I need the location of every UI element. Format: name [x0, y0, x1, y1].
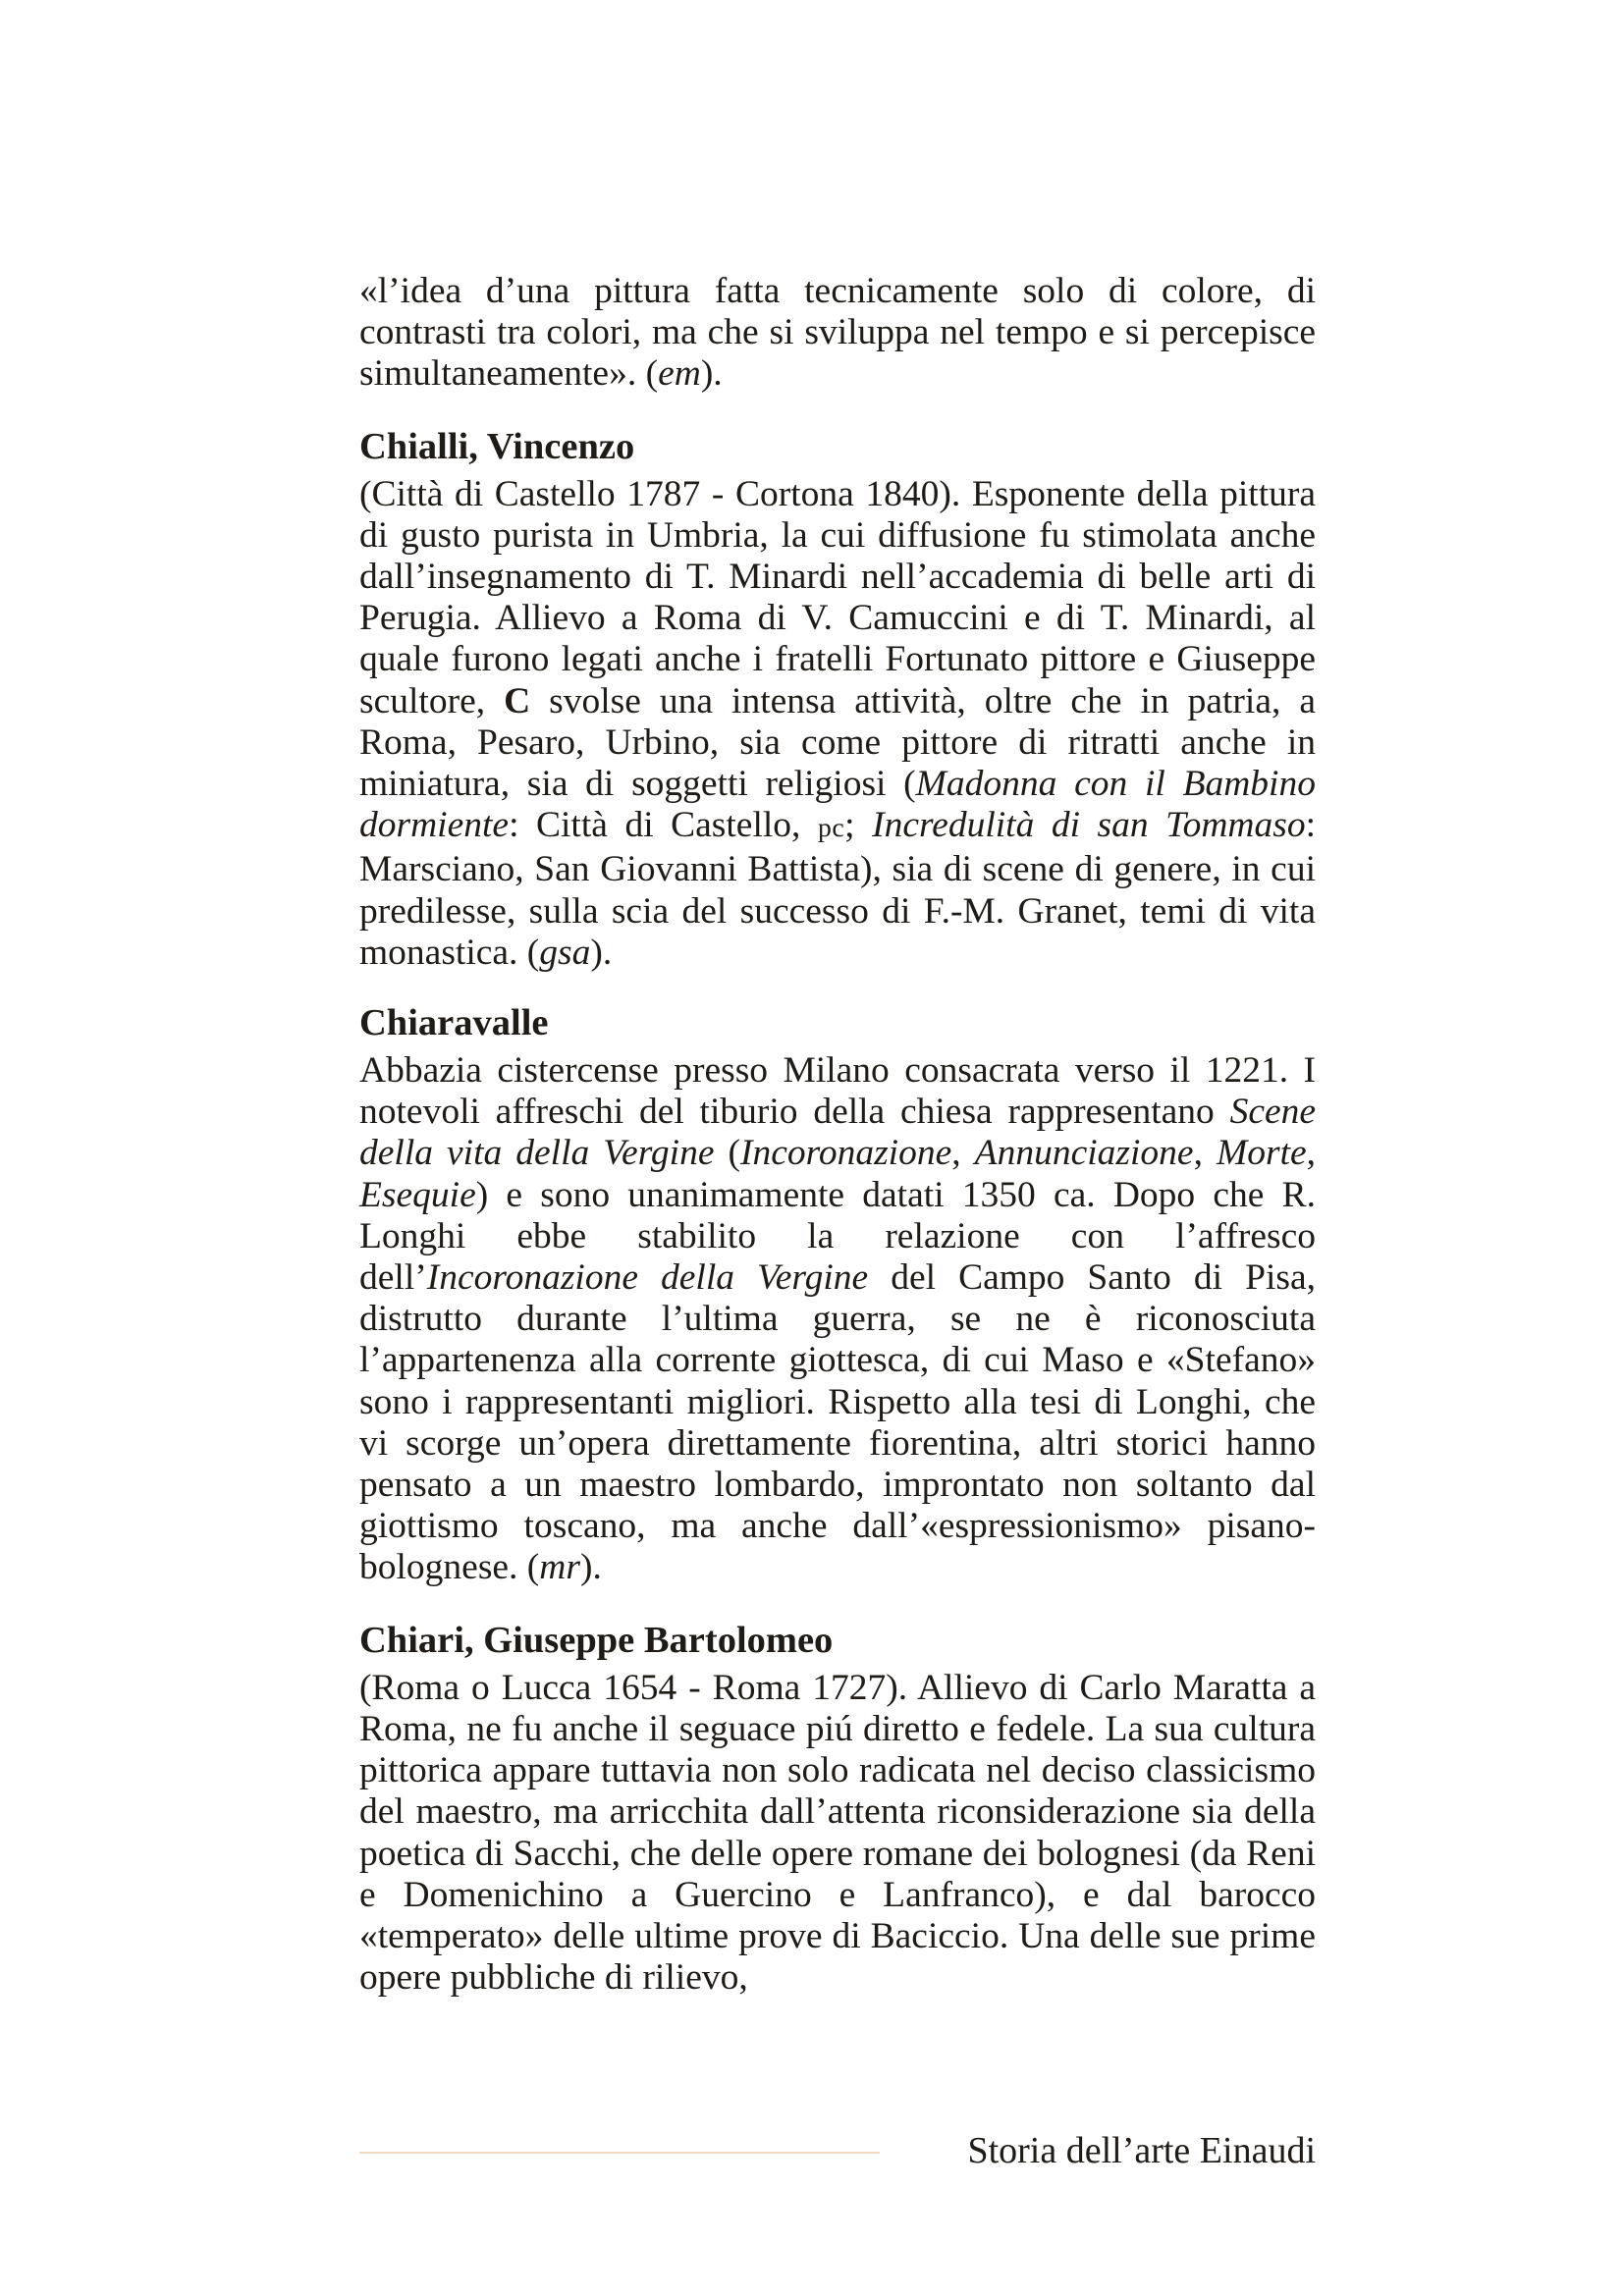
entry-title-chialli: Chialli, Vincenzo — [359, 425, 635, 467]
artwork-title: Esequie — [359, 1174, 476, 1215]
entry-text-chiari: (Roma o Lucca 1654 - Roma 1727). Allievo di Carlo Maratta a Roma, ne fu anche il seguace piú diretto e fedele. La sua cultura pittorica appare tuttavia non solo radicata nel deciso classicismo del maestro, ma arricchita dall’attenta riconsiderazione sia della poetica di Sacchi, che delle opere romane dei bolognesi (da Reni e Domenichino a Guercino e Lanfranco), e dal barocco «temperato» delle ultime prove di Baciccio. Una delle sue prime opere pubbliche di rilievo, — [359, 1667, 1316, 1999]
intro-text: «l’idea d’una pittura fatta tecnicamente solo di colore, di contrasti tra colori, ma che si sviluppa nel tempo e si percepisce simultaneamente». ( — [359, 271, 1316, 395]
abbreviation: pc — [817, 813, 845, 844]
artwork-title: Incoronazione della Vergine — [426, 1257, 869, 1299]
intro-close: ). — [700, 353, 723, 395]
artwork-title: Incredulità di san Tommaso — [872, 805, 1306, 846]
entry-title-chiaravalle: Chiaravalle — [359, 1002, 549, 1044]
intro-paragraph — [359, 271, 1316, 396]
entry-title-chiari: Chiari, Giuseppe Bartolomeo — [359, 1619, 834, 1661]
footer-publisher-label: Storia dell’arte Einaudi — [967, 2130, 1316, 2171]
entry-initial: C — [504, 680, 531, 721]
page-body — [359, 271, 1316, 1999]
artwork-title: Scene della vita della Vergine — [359, 1092, 1316, 1174]
entry-text-chiaravalle: Abbazia cistercense presso Milano consacrata verso il 1221. I notevoli affreschi del tiburio della chiesa rappresentano Scene della vita della Vergine (Incoronazione, Annunciazione, Morte, Esequie) e sono unanimamente datati 1350 ca. Dopo che R. Longhi ebbe stabilito la relazione con l’affresco dell’Incoronazione della Vergine del Campo Santo di Pisa, distrutto durante l’ultima guerra, se ne è riconosciuta l’appartenenza alla corrente giottesca, di cui Maso e «Stefano» sono i rappresentanti migliori. Rispetto alla tesi di Longhi, che vi scorge un’opera direttamente fiorentina, altri storici hanno pensato a un maestro lombardo, improntato non soltanto dal giottismo toscano, ma anche dall’«espressionismo» pisano-bolognese. (mr). — [359, 1050, 1317, 1588]
footer-divider — [359, 2152, 880, 2154]
page-footer — [359, 2128, 1316, 2173]
artwork-title: Madonna con il Bambino dormiente — [359, 764, 1316, 846]
artwork-title: Morte — [1216, 1133, 1307, 1174]
entry-text-chialli: (Città di Castello 1787 - Cortona 1840). Esponente della pittura di gusto purista in Umbria, la cui diffusione fu stimolata anche dall’insegnamento di T. Minardi nell’accademia di belle arti di Perugia. Allievo a Roma di V. Camuccini e di T. Minardi, al quale furono legati anche i fratelli Fortunato pittore e Giuseppe scultore, C svolse una intensa attività, oltre che in patria, a Roma, Pesaro, Urbino, sia come pittore di ritratti anche in miniatura, sia di soggetti religiosi (Madonna con il Bambino dormiente: Città di Castello, pc; Incredulità di san Tommaso: Marsciano, San Giovanni Battista), sia di scene di genere, in cui predilesse, sulla scia del successo di F.-M. Granet, temi di vita monastica. (gsa). — [359, 473, 1317, 973]
artwork-title: Annunciazione — [974, 1133, 1194, 1174]
artwork-title: Incoronazione — [740, 1133, 952, 1174]
author-initials: em — [658, 353, 701, 395]
author-initials: mr — [539, 1547, 580, 1588]
author-initials: gsa — [539, 932, 591, 973]
